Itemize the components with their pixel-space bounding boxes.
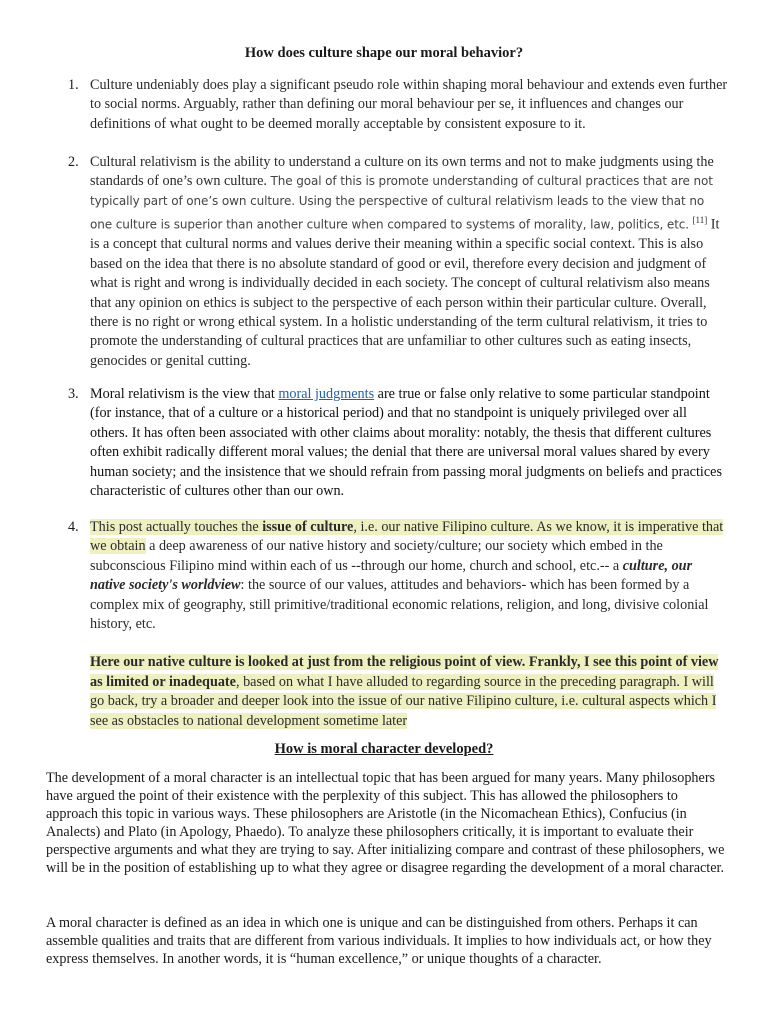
list-item-4 — [68, 518, 728, 634]
page-title: How does culture shape our moral behavior? — [244, 45, 524, 61]
text-segment: : the source of our values, attitudes and behaviors- which has been formed by a complex mix of geography, still primitive/traditional economic relations, religion, and long, divisive colonial history, etc. — [90, 577, 709, 633]
text-segment: are true or false only relative to some particular standpoint (for instance, that of a culture or a historical period) and that no standpoint is uniquely privileged over all others. It has often been associated with other claims about morality: notably, the thesis that different cultures often exhibit radically different moral values; the denial that there are universal moral values shared by every human society; and the insistence that we should refrain from passing moral judgments on beliefs and practices characteristic of cultures other than our own. — [90, 386, 722, 500]
text-segment: This post actually touches the — [90, 519, 259, 535]
text-segment-sans: The goal of this is promote understanding of cultural practices that are not typically part of one’s own culture. Using the perspective of cultural relativism leads to the view that no one culture is superior than another culture when compared to systems of morality, law, politics, etc. — [90, 174, 713, 232]
list-number: 2. — [68, 154, 79, 170]
citation: [11] — [692, 215, 708, 226]
text-segment: , based on what I have alluded to regarding source in the preceding paragraph. I will go back, try a broader and deeper look into the issue of our native Filipino culture, i.e. cultural aspects which I see as obstacles to national development sometime later — [90, 673, 717, 729]
list-item-text — [90, 518, 728, 634]
text-segment: Moral relativism is the view that — [90, 386, 275, 402]
body-paragraph-2: A moral character is defined as an idea in which one is unique and can be distinguished from others. Perhaps it can assemble qualities and traits that are different from various individuals. It implies to how individuals act, or how they express themselves. In another words, it is “human excellence,” or unique thoughts of a character. — [46, 915, 712, 967]
moral-judgments-link[interactable]: moral judgments — [278, 386, 375, 402]
bold-italic-text: culture, our native society's worldview — [90, 557, 693, 594]
text-segment: , i.e. our native Filipino culture. As we know, it is imperative that we obtain — [90, 519, 724, 555]
list-number: 4. — [68, 519, 79, 535]
body-paragraph-1: The development of a moral character is an intellectual topic that has been argued for many years. Many philosophers have argued the point of their existence with the perplexity of this subject. This has allowed the philosophers to approach this topic in various ways. These philosophers are Aristotle (in the Nicomachean Ethics), Confucius (in Analects) and Plato (in Apology, Phaedo). To analyze these philosophers critically, it is important to evaluate their perspective arguments and what they are trying to say. After initializing compare and contrast of these philosophers, we will be in the position of establishing up to what they agree or disagree regarding the development of a moral character. — [46, 770, 725, 876]
list-number: 1. — [68, 77, 79, 93]
list-number: 3. — [68, 386, 79, 402]
list-item-3 — [68, 385, 728, 501]
text-segment: Cultural relativism is the ability to understand a culture on its own terms and not to make judgments using the standards of one’s own culture. — [90, 154, 714, 190]
highlight-paragraph — [90, 653, 730, 731]
text-segment: It is a concept that cultural norms and values derive their meaning within a specific social context. This is also based on the idea that there is no absolute standard of good or evil, therefore every decision and judgment of what is right and wrong is individually decided in each society. The concept of cultural relativism also means that any opinion on ethics is subject to the perspective of each person within their particular culture. Overall, there is no right or wrong ethical system. In a holistic understanding of the term cultural relativism, it tries to promote the understanding of cultural practices that are unfamiliar to other cultures such as eating insects, genocides or genital cutting. — [90, 216, 720, 369]
list-item-text: Culture undeniably does play a significant pseudo role within shaping moral behaviour and extends even further to social norms. Arguably, rather than defining our moral behaviour per se, it influences and changes our definitions of what ought to be deemed morally acceptable by consistent exposure to it. — [90, 77, 728, 132]
section-title: How is moral character developed? — [274, 741, 494, 757]
bold-text: issue of culture — [262, 519, 354, 535]
list-item-2 — [68, 153, 728, 371]
bold-text: Here our native culture is looked at just from the religious point of view. Frankly, I see this point of view as limited or inadequate — [90, 654, 719, 690]
highlighted-text — [90, 654, 718, 729]
list-item-text — [90, 385, 728, 501]
text-segment: a deep awareness of our native history and society/culture; our society which embed in the subconscious Filipino mind within each of us --through our home, church and school, etc.-- a — [90, 538, 663, 574]
list-item-1 — [68, 76, 728, 134]
list-item-text — [90, 153, 728, 371]
